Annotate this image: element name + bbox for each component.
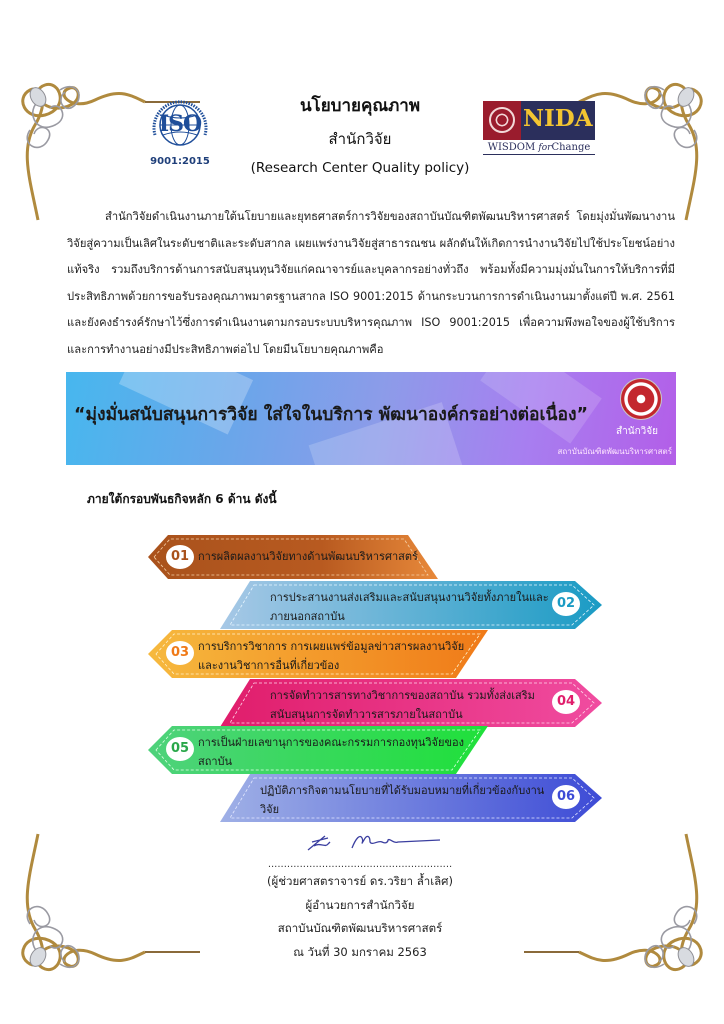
banner-institute: สถาบันบัณฑิตพัฒนบริหารศาสตร์ — [557, 447, 672, 456]
nida-name: NIDA — [523, 105, 593, 132]
nida-logo — [483, 101, 595, 157]
missions-intro: ภายใต้กรอบพันธกิจหลัก 6 ด้าน ดังนี้ — [87, 492, 277, 506]
mission-number: 06 — [552, 785, 580, 809]
english-title: (Research Center Quality policy) — [250, 160, 470, 176]
signature-line: .......................................................... — [267, 859, 453, 870]
mission-text: การบริการวิชาการ การเผยแพร่ข้อมูลข่าวสารผลงานวิจัยและงานวิชาการอื่นที่เกี่ยวข้อง — [198, 640, 465, 672]
mission-number: 01 — [166, 545, 194, 569]
signatory-institute: สถาบันบัณฑิตพัฒนบริหารศาสตร์ — [277, 921, 443, 935]
policy-paragraph: สำนักวิจัยดำเนินงานภายใต้นโยบายและยุทธศาสตร์การวิจัยของสถาบันบัณฑิตพัฒนบริหารศาสตร์ โดยมุ่งมั่นพัฒนางานวิจัยสู่ความเป็นเลิศในระดับชาติและระดับสากล เผยแพร่งานวิจัยสู่สาธารณชน ผลักดันให้เกิดการนำงานวิจัยไปใช้ประโยชน์อย่างแท้จริง รวมถึงบริการด้านการสนับสนุนทุนวิจัยแก่คณาจารย์และบุคลากรอย่างทั่วถึง พร้อมทั้งมีความมุ่งมั่นในการให้บริการที่มีประสิทธิภาพด้วยการขอรับรองคุณภาพมาตรฐานสากล ISO 9001:2015 ด้านกระบวนการการดำเนินงานมาตั้งแต่ปี พ.ศ. 2561 และยังคงธำรงค์รักษาไว้ซึ่งการดำเนินงานตามกรอบระบบบริหารคุณภาพ ISO 9001:2015 เพื่อความพึงพอใจของผู้ใช้บริการและการทำงานอย่างมีประสิทธิภาพต่อไป โดยมีนโยบายคุณภาพคือ — [67, 210, 675, 356]
policy-banner — [66, 372, 676, 465]
page-title: นโยบายคุณภาพ — [299, 96, 421, 116]
nida-tagline: WISDOM forChange — [483, 142, 595, 155]
corner-flourish-bottom-left — [0, 824, 200, 1024]
iso-logo — [140, 95, 220, 170]
corner-flourish-bottom-right — [524, 824, 724, 1024]
nida-emblem-icon — [489, 107, 515, 133]
mission-item-01 — [148, 535, 438, 579]
mission-number: 02 — [552, 592, 580, 616]
iso-label: ISO — [158, 111, 202, 137]
unit-name: สำนักวิจัย — [328, 130, 392, 148]
signatory-name: (ผู้ช่วยศาสตราจารย์ ดร.วริยา ล้ำเลิศ) — [267, 874, 453, 888]
banner-unit: สำนักวิจัย — [616, 426, 658, 437]
document-header — [230, 92, 490, 176]
mission-item-03 — [148, 630, 488, 678]
research-center-emblem-icon — [620, 378, 662, 420]
signature-block — [250, 828, 470, 964]
iso-standard: 9001:2015 — [150, 156, 210, 167]
mission-text: การประสานงานส่งเสริมและสนับสนุนงานวิจัยทั้งภายในและภายนอกสถาบัน — [270, 591, 549, 623]
mission-text: ปฏิบัติภารกิจตามนโยบายที่ได้รับมอบหมายที่เกี่ยวข้องกับงานวิจัย — [260, 784, 545, 816]
flourish-icon — [0, 824, 200, 1024]
mission-text: การเป็นฝ่ายเลขานุการของคณะกรรมการกองทุนวิจัยของสถาบัน — [198, 736, 464, 768]
mission-number: 05 — [166, 737, 194, 761]
mission-number: 04 — [552, 690, 580, 714]
mission-item-04 — [220, 679, 602, 727]
mission-text: การผลิตผลงานวิจัยทางด้านพัฒนบริหารศาสตร์ — [198, 550, 418, 563]
mission-number: 03 — [166, 641, 194, 665]
policy-quote: “มุ่งมั่นสนับสนุนการวิจัย ใส่ใจในบริการ พัฒนาองค์กรอย่างต่อเนื่อง” — [74, 405, 589, 425]
mission-item-05 — [148, 726, 488, 774]
signatory-position: ผู้อำนวยการสำนักวิจัย — [305, 897, 415, 912]
signature-date: ณ วันที่ 30 มกราคม 2563 — [293, 944, 427, 959]
mission-item-06 — [220, 774, 602, 822]
mission-item-02 — [220, 581, 602, 629]
mission-text: การจัดทำวารสารทางวิชาการของสถาบัน รวมทั้งส่งเสริมสนับสนุนการจัดทำวารสารภายในสถาบัน — [270, 689, 535, 721]
flourish-icon — [524, 824, 724, 1024]
signature-icon — [270, 828, 450, 856]
